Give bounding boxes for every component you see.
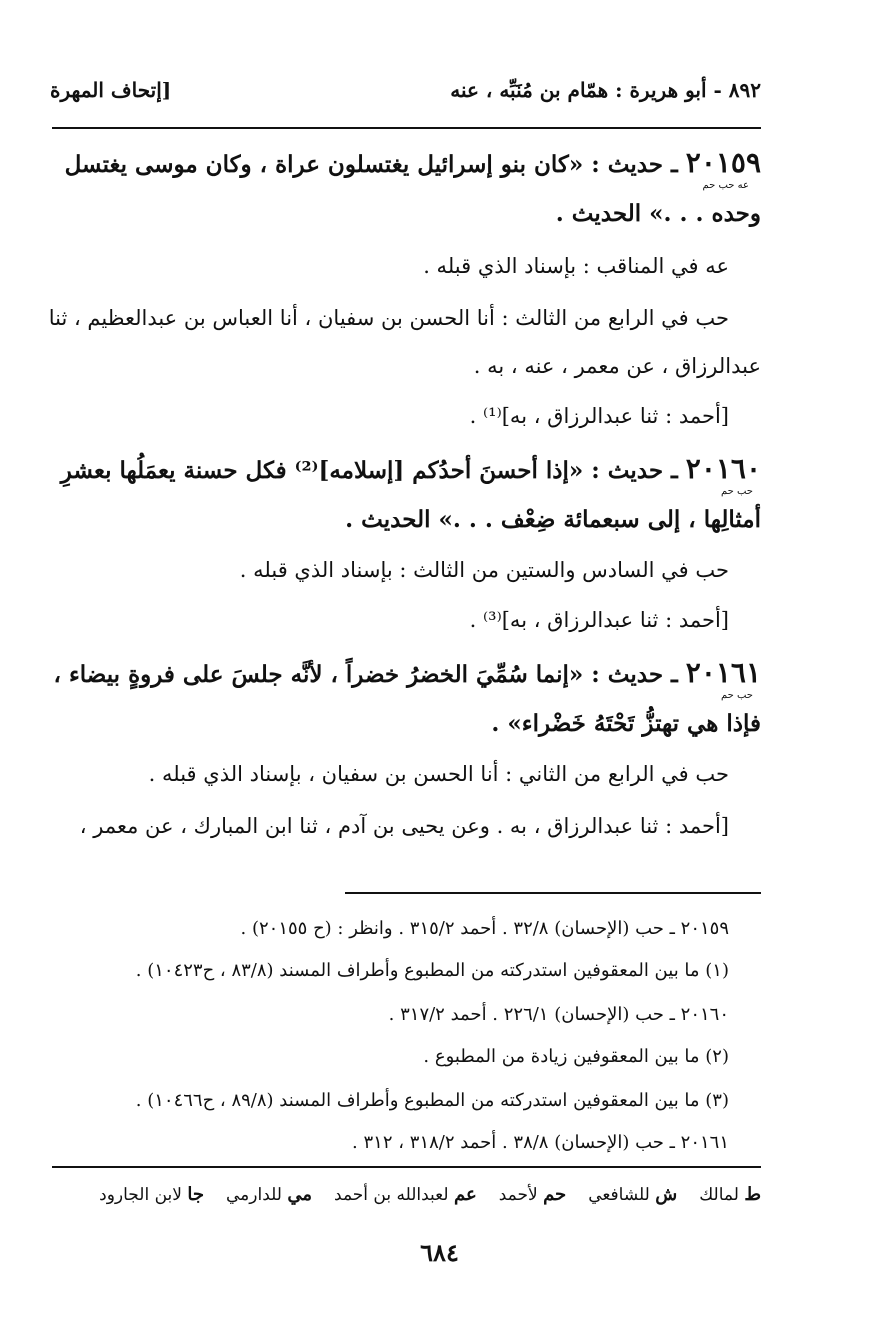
footnote-2: (٢) ما بين المعقوفين زيادة من المطبوع . — [423, 1046, 729, 1067]
entry-20161-sigla: حب حم — [720, 690, 753, 701]
entry-20159-line-4: [أحمد : ثنا عبدالرزاق ، به]⁽¹⁾ . — [469, 404, 729, 428]
abbr-darimi: مي للدارمي — [226, 1184, 313, 1205]
footnote-20161: ٢٠١٦١ ـ حب (الإحسان) ٣٨/٨ . أحمد ٣١٨/٢ ، ٣١٢ . — [352, 1132, 729, 1153]
abbr-jarud: جا لابن الجارود — [99, 1184, 204, 1205]
entry-20159-title — [65, 146, 761, 182]
entry-20161-title-cont: فإذا هي تهتزُّ تَحْتَهُ خَضْراء» . — [491, 710, 761, 737]
entry-20160-sigla: حب حم — [720, 486, 753, 497]
entry-20160-title — [61, 452, 761, 488]
footnote-1: (١) ما بين المعقوفين استدركته من المطبوع وأطراف المسند (٨٣/٨ ، ح١٠٤٢٣) . — [135, 960, 729, 981]
entry-20159-line-1: عه في المناقب : بإسناد الذي قبله . — [423, 254, 729, 278]
entry-20161-line-2: [أحمد : ثنا عبدالرزاق ، به . وعن يحيى بن آدم ، ثنا ابن المبارك ، عن معمر ، — [79, 814, 729, 838]
abbr-malik: ط لمالك — [699, 1184, 761, 1205]
entry-20159-line-3: عبدالرزاق ، عن معمر ، عنه ، به . — [473, 354, 761, 378]
entry-20159-sigla: عه حب حم — [702, 180, 749, 191]
entry-20159-line-2: حب في الرابع من الثالث : أنا الحسن بن سفيان ، أنا العباس بن عبدالعظيم ، ثنا — [48, 306, 729, 330]
abbreviation-rule — [52, 1166, 761, 1168]
running-head-book: [إتحاف المهرة — [50, 78, 172, 102]
abbr-shafii: ش للشافعي — [588, 1184, 678, 1205]
abbr-abdullah: عم لعبدالله بن أحمد — [334, 1184, 477, 1205]
hadith-text: ـ حديث : «إنما سُمِّيَ الخضرُ خضراً ، لأنَّه جلسَ على فروةٍ بيضاء ، — [53, 661, 678, 688]
header-rule — [52, 127, 761, 129]
footnote-3: (٣) ما بين المعقوفين استدركته من المطبوع وأطراف المسند (٨٩/٨ ، ح١٠٤٦٦) . — [135, 1090, 729, 1111]
entry-20160-line-2: [أحمد : ثنا عبدالرزاق ، به]⁽³⁾ . — [469, 608, 729, 632]
abbr-ahmad: حم لأحمد — [498, 1184, 567, 1205]
footnote-20159: ٢٠١٥٩ ـ حب (الإحسان) ٣٢/٨ . أحمد ٣١٥/٢ . وانظر : (ح ٢٠١٥٥) . — [240, 918, 729, 939]
entry-20160-line-1: حب في السادس والستين من الثالث : بإسناد الذي قبله . — [239, 558, 729, 582]
hadith-number: ٢٠١٦٠ — [685, 452, 761, 485]
page-number: ٦٨٤ — [420, 1238, 459, 1267]
entry-20161-line-1: حب في الرابع من الثاني : أنا الحسن بن سفيان ، بإسناد الذي قبله . — [148, 762, 729, 786]
hadith-text: ـ حديث : «إذا أحسنَ أحدُكم [إسلامه]⁽²⁾ فكل حسنة يعمَلُها بعشرِ — [60, 457, 678, 484]
abbreviation-key — [99, 1184, 761, 1205]
hadith-number: ٢٠١٦١ — [685, 656, 761, 689]
hadith-number: ٢٠١٥٩ — [685, 146, 761, 179]
footnote-rule — [345, 892, 761, 894]
footnote-20160: ٢٠١٦٠ ـ حب (الإحسان) ٢٢٦/١ . أحمد ٣١٧/٢ . — [388, 1004, 729, 1025]
entry-20160-title-cont: أمثالِها ، إلى سبعمائة ضِعْف . . .» الحديث . — [345, 506, 761, 533]
running-head-title: ٨٩٢ - أبو هريرة : همّام بن مُنَبِّه ، عنه — [450, 78, 761, 102]
entry-20161-title — [54, 656, 761, 692]
hadith-text: ـ حديث : «كان بنو إسرائيل يغتسلون عراة ، وكان موسى يغتسل — [64, 151, 678, 178]
entry-20159-title-cont: وحده . . .» الحديث . — [555, 200, 761, 227]
